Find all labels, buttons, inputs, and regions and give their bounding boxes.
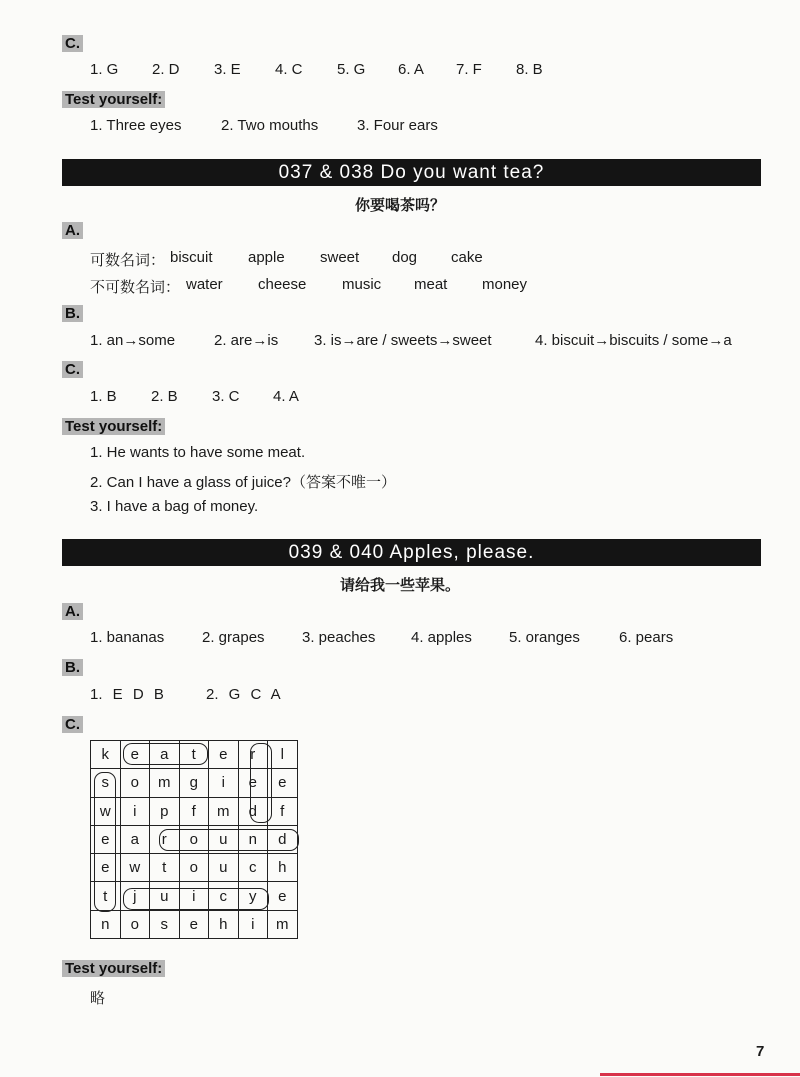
- word: meat: [414, 276, 448, 293]
- grid-cell: t: [91, 882, 121, 910]
- word: biscuit: [170, 249, 213, 266]
- grid-cell: e: [120, 741, 150, 769]
- word-circle: [123, 743, 208, 765]
- test-yourself-label: Test yourself:: [62, 91, 165, 108]
- page-number: 7: [756, 1043, 765, 1060]
- test-answer: 略: [90, 990, 106, 1007]
- grid-cell: d: [268, 825, 298, 853]
- grid-cell: u: [209, 854, 239, 882]
- grid-cell: y: [238, 882, 268, 910]
- grid-cell: p: [150, 797, 180, 825]
- answer: 3. C: [212, 388, 240, 405]
- answer: 4. A: [273, 388, 299, 405]
- grid-cell: e: [209, 741, 239, 769]
- grid-cell: a: [150, 741, 180, 769]
- grid-cell: u: [209, 825, 239, 853]
- section-a-label: A.: [62, 222, 83, 239]
- grid-cell: o: [120, 910, 150, 938]
- answer: 2. D: [152, 61, 180, 78]
- section-c-label: C.: [62, 716, 83, 733]
- section-a-label: A.: [62, 603, 83, 620]
- grid-cell: w: [91, 797, 121, 825]
- answer: 3. Four ears: [357, 117, 438, 134]
- grid-cell: c: [238, 854, 268, 882]
- word: music: [342, 276, 382, 293]
- answer: 2. Two mouths: [221, 117, 319, 134]
- grid-row: [91, 910, 298, 938]
- answer: 1. an→some: [90, 332, 176, 349]
- answer: 4. apples: [411, 629, 472, 646]
- lesson-title-banner: 037 & 038 Do you want tea?: [62, 159, 761, 186]
- answer: 5. oranges: [509, 629, 580, 646]
- section-c-label: C.: [62, 361, 83, 378]
- grid-cell: h: [209, 910, 239, 938]
- answer: 1. E D B: [90, 686, 164, 703]
- grid-cell: r: [238, 741, 268, 769]
- grid-cell: e: [91, 854, 121, 882]
- lesson-subtitle: 请给我一些苹果。: [339, 577, 460, 594]
- word: water: [186, 276, 223, 293]
- grid-cell: m: [209, 797, 239, 825]
- word: dog: [392, 249, 418, 266]
- grid-cell: c: [209, 882, 239, 910]
- grid-cell: g: [179, 769, 209, 797]
- answer: 3. E: [214, 61, 241, 78]
- answer: 1. bananas: [90, 629, 165, 646]
- grid-cell: j: [120, 882, 150, 910]
- lesson-title-banner: 039 & 040 Apples, please.: [62, 539, 761, 566]
- answer: 6. A: [398, 61, 424, 78]
- lesson-subtitle: 你要喝茶吗？: [354, 197, 445, 214]
- test-answer: 2. Can I have a glass of juice?（答案不唯一）: [90, 474, 396, 491]
- section-b-label: B.: [62, 305, 83, 322]
- word: sweet: [320, 249, 360, 266]
- grid-cell: m: [268, 910, 298, 938]
- answer: 6. pears: [619, 629, 674, 646]
- word-circle: [250, 743, 272, 823]
- grid-cell: o: [120, 769, 150, 797]
- grid-cell: i: [238, 910, 268, 938]
- grid-cell: o: [179, 825, 209, 853]
- answer: 2. grapes: [202, 629, 265, 646]
- grid-cell: f: [268, 797, 298, 825]
- grid-cell: l: [268, 741, 298, 769]
- grid-cell: k: [91, 741, 121, 769]
- test-yourself-label: Test yourself:: [62, 960, 165, 977]
- answer: 2. G C A: [206, 686, 281, 703]
- grid-cell: i: [209, 769, 239, 797]
- grid-cell: w: [120, 854, 150, 882]
- word-circle: [159, 829, 299, 851]
- answer: 1. B: [90, 388, 117, 405]
- grid-cell: e: [268, 882, 298, 910]
- word: cake: [451, 249, 483, 266]
- uncountable-label: 不可数名词：: [90, 279, 181, 296]
- grid-cell: e: [238, 769, 268, 797]
- grid-cell: i: [120, 797, 150, 825]
- decorative-stripe: [600, 1073, 800, 1076]
- test-answer: 3. I have a bag of money.: [90, 498, 259, 515]
- section-b-label: B.: [62, 659, 83, 676]
- grid-cell: s: [91, 769, 121, 797]
- answer: 8. B: [516, 61, 543, 78]
- test-answer: 1. He wants to have some meat.: [90, 444, 306, 461]
- answer: 3. peaches: [302, 629, 376, 646]
- answer: 1. G: [90, 61, 119, 78]
- grid-cell: s: [150, 910, 180, 938]
- grid-cell: h: [268, 854, 298, 882]
- grid-cell: n: [238, 825, 268, 853]
- grid-cell: u: [150, 882, 180, 910]
- grid-cell: d: [238, 797, 268, 825]
- answer: 2. are→is: [214, 332, 279, 349]
- answer: 7. F: [456, 61, 482, 78]
- answer: 1. Three eyes: [90, 117, 182, 134]
- answer: 3. is→are / sweets→sweet: [314, 332, 492, 349]
- answer: 4. biscuit→biscuits / some→a: [535, 332, 732, 349]
- grid-cell: o: [179, 854, 209, 882]
- answer: 5. G: [337, 61, 366, 78]
- grid-cell: r: [150, 825, 180, 853]
- grid-cell: f: [179, 797, 209, 825]
- grid-cell: n: [91, 910, 121, 938]
- grid-cell: e: [268, 769, 298, 797]
- grid-cell: e: [179, 910, 209, 938]
- test-yourself-label: Test yourself:: [62, 418, 165, 435]
- grid-cell: t: [150, 854, 180, 882]
- word: cheese: [258, 276, 307, 293]
- answer: 4. C: [275, 61, 303, 78]
- word-circle: [94, 772, 116, 912]
- grid-cell: e: [91, 825, 121, 853]
- grid-cell: a: [120, 825, 150, 853]
- word: apple: [248, 249, 285, 266]
- word-search-grid: [90, 740, 304, 945]
- grid-cell: i: [179, 882, 209, 910]
- grid-cell: t: [179, 741, 209, 769]
- grid-row: [91, 854, 298, 882]
- grid-cell: m: [150, 769, 180, 797]
- word-circle: [123, 888, 269, 910]
- word: money: [482, 276, 528, 293]
- answer: 2. B: [151, 388, 178, 405]
- section-c-label: C.: [62, 35, 83, 52]
- countable-label: 可数名词：: [90, 252, 166, 269]
